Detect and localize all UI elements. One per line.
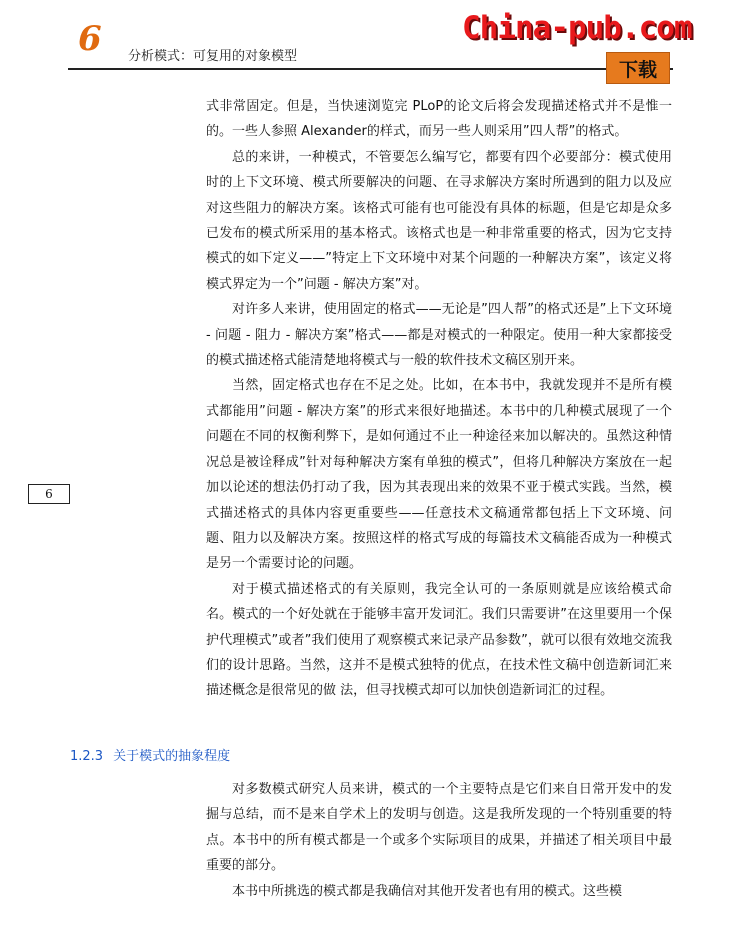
section-number: 1.2.3	[70, 749, 104, 764]
paragraph: 对多数模式研究人员来讲，模式的一个主要特点是它们来自日常开发中的发掘与总结，而不是来自学术上的发明与创造。这是我所发现的一个特别重要的特点。本书中的所有模式都是一个或多个实际项目的成果，并描述了相关项目中最重要的部分。	[206, 782, 672, 874]
download-badge[interactable]: 下载	[606, 52, 670, 84]
china-pub-logo[interactable]	[462, 10, 692, 84]
body-section-2	[206, 777, 672, 904]
chapter-number: 6	[78, 19, 102, 59]
body-section-1	[206, 94, 672, 704]
logo-text: China-pub.com	[462, 10, 692, 46]
paragraph: 对许多人来讲，使用固定的格式——无论是”四人帮”的格式还是”上下文环境 - 问题 - 阻力 - 解决方案”格式——都是对模式的一种限定。使用一种大家都接受的模式描述格式能清楚地将模式与一般的软件技术文稿区别开来。	[206, 302, 672, 369]
paragraph: 总的来讲，一种模式，不管要怎么编写它，都要有四个必要部分：模式使用时的上下文环境、模式所要解决的问题、在寻求解决方案时所遇到的阻力以及应对这些阻力的解决方案。该格式可能有也可能没有具体的标题，但是它却是众多已发布的模式所采用的基本格式。该格式也是一种非常重要的格式，因为它支持模式的如下定义——”特定上下文环境中对某个问题的一种解决方案”，该定义将模式界定为一个”问题 - 解决方案”对。	[206, 149, 672, 292]
paragraph: 式非常固定。但是，当快速浏览完 PLoP的论文后将会发现描述格式并不是惟一的。一些人参照 Alexander的样式，而另一些人则采用”四人帮”的格式。	[206, 99, 672, 140]
chapter-title: 分析模式：可复用的对象模型	[128, 49, 298, 64]
paragraph: 本书中所挑选的模式都是我确信对其他开发者也有用的模式。这些模	[232, 883, 623, 899]
paragraph: 对于模式描述格式的有关原则，我完全认可的一条原则就是应该给模式命名。模式的一个好处就在于能够丰富开发词汇。我们只需要讲”在这里要用一个保护代理模式”或者”我们使用了观察模式来记录产品参数”，就可以很有效地交流我们的设计思路。当然，这并不是模式独特的优点，在技术性文稿中创造新词汇来描述概念是很常见的做 法，但寻找模式却可以加快创造新词汇的过程。	[206, 581, 672, 699]
margin-page-number: 6	[28, 484, 70, 504]
section-heading	[70, 745, 230, 764]
paragraph: 当然，固定格式也存在不足之处。比如，在本书中，我就发现并不是所有模式都能用”问题 - 解决方案”的形式来很好地描述。本书中的几种模式展现了一个问题在不同的权衡利弊下，是如何通过不止一种途径来加以解决的。虽然这种情况总是被诠释成”针对每种解决方案有单独的模式”，但将几种解决方案放在一起加以论述的想法仍打动了我，因为其表现出来的效果不亚于模式实践。当然，模式描述格式的具体内容更重要些——任意技术文稿通常都包括上下文环境、问题、阻力以及解决方案。按照这样的格式写成的每篇技术文稿能否成为一种模式是另一个需要讨论的问题。	[206, 378, 672, 572]
section-title: 关于模式的抽象程度	[113, 749, 231, 764]
